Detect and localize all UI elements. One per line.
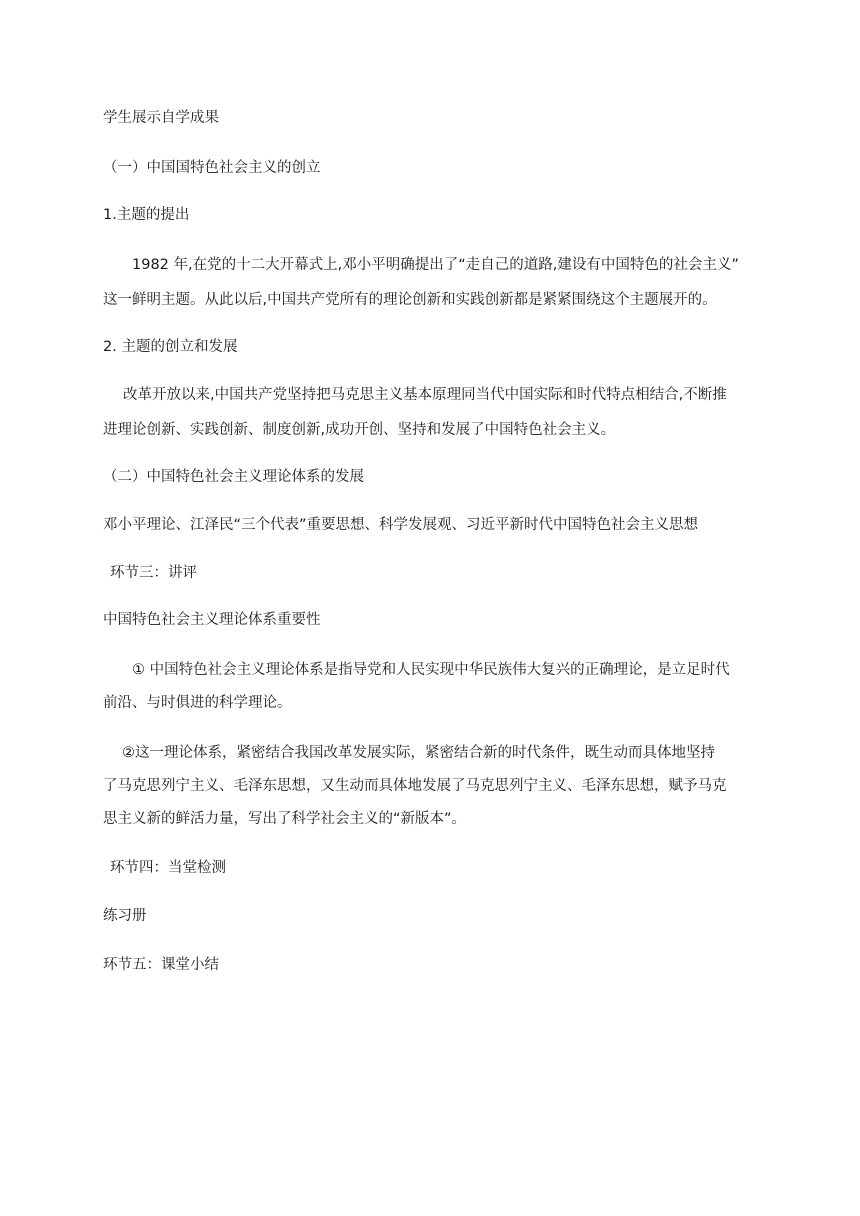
point-two-line-3: 思主义新的鲜活力量，写出了科学社会主义的“新版本”。	[103, 811, 467, 827]
step-five-heading: 环节五：课堂小结	[103, 957, 219, 973]
section-heading-self-study-results: 学生展示自学成果	[103, 110, 219, 126]
theory-list: 邓小平理论、江泽民“三个代表”重要思想、科学发展观、习近平新时代中国特色社会主义思想	[103, 517, 699, 533]
subheading-theme-development: 2. 主题的创立和发展	[103, 339, 238, 355]
section-heading-founding: （一）中国国特色社会主义的创立	[103, 160, 321, 176]
importance-heading: 中国特色社会主义理论体系重要性	[103, 612, 321, 628]
step-three-heading: 环节三：讲评	[110, 565, 197, 581]
point-two-line-2: 了马克思列宁主义、毛泽东思想，又生动而具体地发展了马克思列宁主义、毛泽东思想，赋予马克	[103, 778, 727, 794]
paragraph-1982-line-1: 1982 年,在党的十二大开幕式上,邓小平明确提出了“走自己的道路,建设有中国特色的社会主义”	[132, 257, 739, 273]
step-four-heading: 环节四：当堂检测	[110, 860, 226, 876]
section-heading-theory-system: （二）中国特色社会主义理论体系的发展	[103, 469, 364, 485]
paragraph-reform-line-2: 进理论创新、实践创新、制度创新,成功开创、坚持和发展了中国特色社会主义。	[103, 422, 616, 438]
point-one-line-2: 前沿、与时俱进的科学理论。	[103, 695, 292, 711]
point-two-line-1: ②这一理论体系，紧密结合我国改革发展实际，紧密结合新的时代条件，既生动而具体地坚持	[122, 745, 715, 761]
workbook-label: 练习册	[103, 908, 147, 924]
paragraph-reform-line-1: 改革开放以来,中国共产党坚持把马克思主义基本原理同当代中国实际和时代特点相结合,不断推	[123, 387, 727, 403]
subheading-theme-proposal: 1.主题的提出	[103, 207, 190, 223]
point-one-line-1: ① 中国特色社会主义理论体系是指导党和人民实现中华民族伟大复兴的正确理论，是立足时代	[132, 662, 730, 678]
paragraph-1982-line-2: 这一鲜明主题。从此以后,中国共产党所有的理论创新和实践创新都是紧紧围绕这个主题展开的。	[103, 292, 717, 308]
